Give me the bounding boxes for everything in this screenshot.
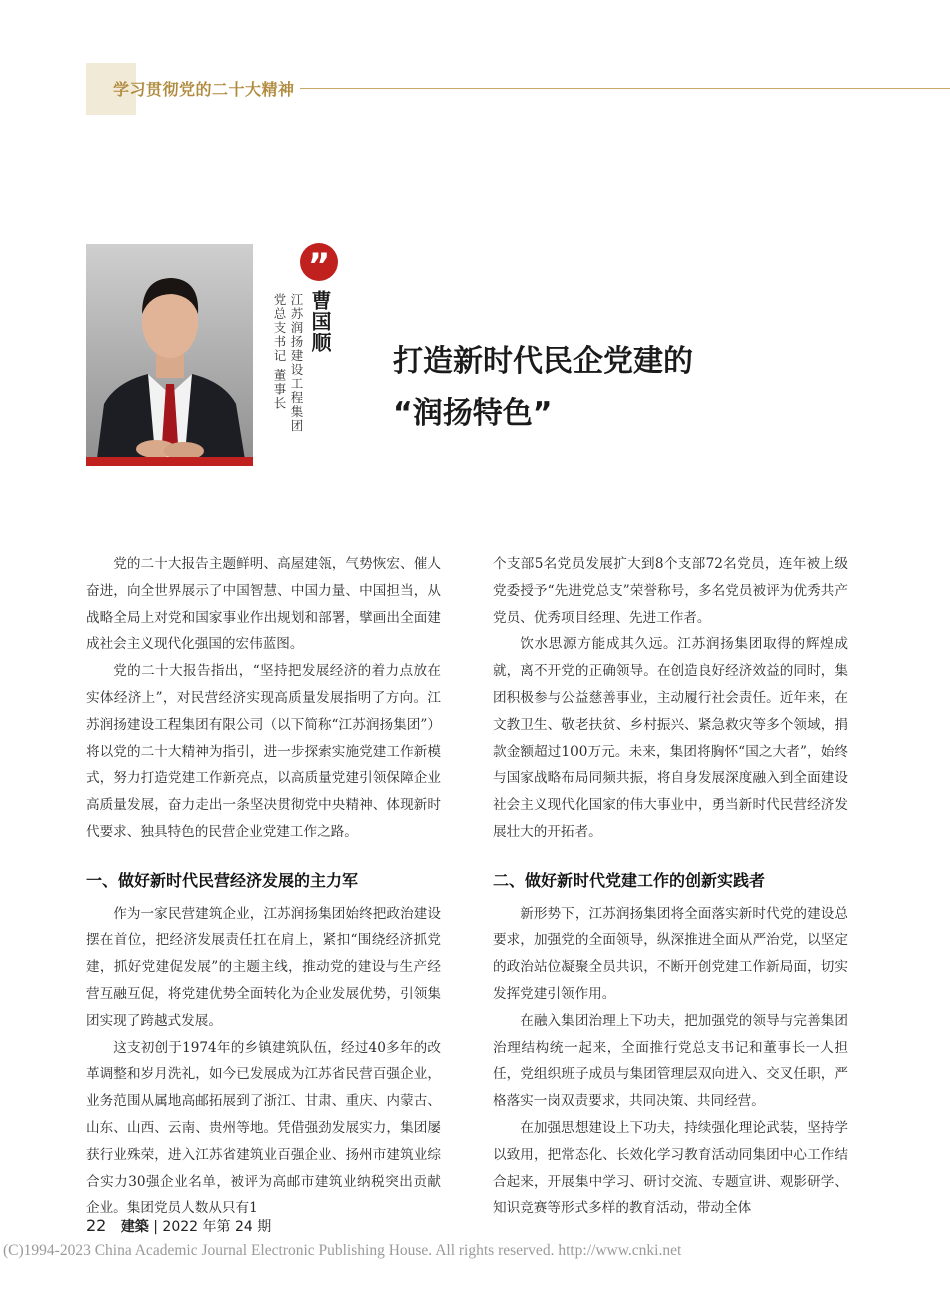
portrait-red-bar — [86, 457, 253, 466]
copyright-watermark: (C)1994-2023 China Academic Journal Electronic Publishing House. All rights reserved. http://www.cnki.net — [3, 1242, 682, 1259]
author-organization: 江苏润扬建设工程集团 — [289, 293, 304, 433]
section-1-paragraph-2: 这支初创于1974年的乡镇建筑队伍，经过40多年的改革调整和岁月洗礼，如今已发展成为江苏省民营百强企业，业务范围从属地高邮拓展到了浙江、甘肃、重庆、内蒙古、山东、山西、云南、贵州等地。凭借强劲发展实力，集团屡获行业殊荣，进入江苏省建筑业百强企业、扬州市建筑业综合实力30强企业名单，被评为高邮市建筑业纳税突出贡献企业。集团党员人数从只有1 — [86, 1039, 441, 1217]
issue-label: | 2022 年第 24 期 — [153, 1219, 272, 1235]
section-2-paragraph-3: 在加强思想建设上下功夫，持续强化理论武装，坚持学以致用，把常态化、长效化学习教育活动同集团中心工作结合起来，开展集中学习、研讨交流、专题宣讲、观影研学、知识竞赛等形式多样的教育活动，带动全体 — [493, 1119, 848, 1217]
intro-paragraph-2: 党的二十大报告指出，“坚持把发展经济的着力点放在实体经济上”，对民营经济实现高质量发展指明了方向。江苏润扬建设工程集团有限公司（以下简称“江苏润扬集团”）将以党的二十大精神为指引，进一步探索实施党建工作新模式，努力打造党建工作新亮点，以高质量党建引领保障企业高质量发展，奋力走出一条坚决贯彻党中央精神、体现新时代要求、独具特色的民营企业党建工作之路。 — [86, 663, 441, 840]
article-title — [393, 336, 693, 440]
article-title-line1: 打造新时代民企党建的 — [393, 344, 693, 379]
quote-icon: ” — [300, 243, 338, 281]
page-number: 22 — [86, 1216, 107, 1235]
author-role: 党总支书记 董事长 — [272, 293, 287, 411]
section-2-title: 二、做好新时代党建工作的创新实践者 — [493, 870, 766, 890]
magazine-name: 建築 — [120, 1219, 149, 1235]
section-1-paragraph-3: 饮水思源方能成其久远。江苏润扬集团取得的辉煌成就，离不开党的正确领导。在创造良好经济效益的同时，集团积极参与公益慈善事业，主动履行社会责任。近年来，在文教卫生、敬老扶贫、乡村振兴、紧急救灾等多个领域，捐款金额超过100万元。未来，集团将胸怀“国之大者”，始终与国家战略布局同频共振，将自身发展深度融入到全面建设社会主义现代化国家的伟大事业中，勇当新时代民营经济发展壮大的开拓者。 — [493, 636, 848, 840]
right-column — [493, 551, 848, 1222]
section-header-title: 学习贯彻党的二十大精神 — [113, 80, 295, 99]
article-title-line2: “润扬特色” — [393, 396, 553, 431]
section-1-title: 一、做好新时代民营经济发展的主力军 — [86, 870, 359, 890]
section-2-paragraph-1: 新形势下，江苏润扬集团将全面落实新时代党的建设总要求，加强党的全面领导，纵深推进全面从严治党，以坚定的政治站位凝聚全员共识，不断开创党建工作新局面，切实发挥党建引领作用。 — [493, 905, 848, 1002]
section-1-paragraph-1: 作为一家民营建筑企业，江苏润扬集团始终把政治建设摆在首位，把经济发展责任扛在肩上，紧扣“围绕经济抓党建，抓好党建促发展”的主题主线，推动党的建设与生产经营互融互促，将党建优势全面转化为企业发展优势，引领集团实现了跨越式发展。 — [86, 905, 441, 1029]
author-name: 曹国顺 — [308, 290, 332, 353]
page-footer — [86, 1216, 271, 1236]
section-1-paragraph-2-continued: 个支部5名党员发展扩大到8个支部72名党员，连年被上级党委授予“先进党总支”荣誉称号，多名党员被评为优秀共产党员、优秀项目经理、先进工作者。 — [493, 556, 848, 626]
section-2-paragraph-2: 在融入集团治理上下功夫，把加强党的领导与完善集团治理结构统一起来，全面推行党总支书记和董事长一人担任，党组织班子成员与集团管理层双向进入、交叉任职，严格落实一岗双责要求，共同决策、共同经营。 — [493, 1012, 848, 1110]
header-rule — [300, 88, 950, 89]
intro-paragraph-1: 党的二十大报告主题鲜明、高屋建瓴，气势恢宏、催人奋进，向全世界展示了中国智慧、中国力量、中国担当，从战略全局上对党和国家事业作出规划和部署，擘画出全面建成社会主义现代化强国的宏伟蓝图。 — [86, 556, 441, 653]
left-column — [86, 551, 441, 1222]
author-portrait — [86, 244, 253, 466]
